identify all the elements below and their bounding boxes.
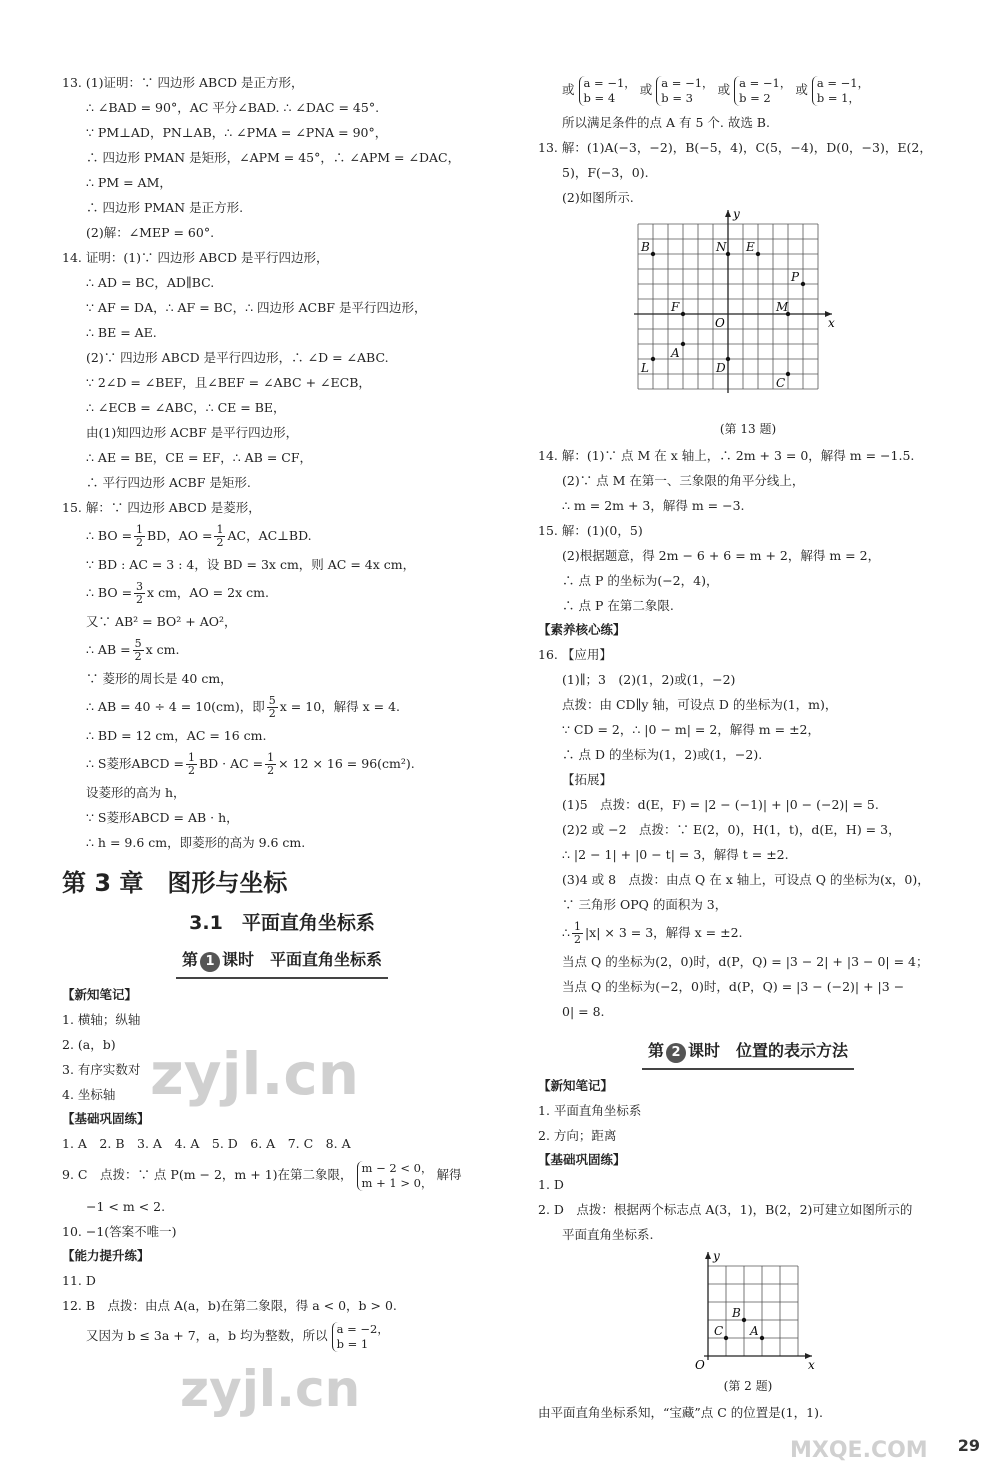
figure-13 <box>538 207 958 439</box>
y-axis-arrow <box>725 210 731 217</box>
x-axis-label: x <box>808 1358 815 1372</box>
point-F <box>681 312 685 316</box>
p14-line: ∵ 2∠D = ∠BEF，且∠BEF = ∠ABC + ∠ECB， <box>86 375 371 390</box>
p15-line: ∴ BO = $\frac{3}{2}$ x cm，AO = 2x cm. <box>86 580 269 606</box>
problem-14 <box>62 245 502 495</box>
p13-line: ∴ 四边形 PMAN 是正方形. <box>86 200 244 215</box>
p15-line: ∴ 点 P 在第二象限. <box>562 598 674 613</box>
p13-line: 13. (1)证明：∵ 四边形 ABCD 是正方形， <box>62 75 304 90</box>
lesson-number-badge: 2 <box>666 1043 686 1063</box>
p15-line: ∴ BO = $\frac{1}{2}$ BD，AO = $\frac{1}{2}$ AC，AC⊥BD. <box>86 523 312 549</box>
p14-line: ∴ BE = AE. <box>86 325 157 340</box>
right-column <box>538 70 958 1425</box>
p16-line: ∴ $\frac{1}{2}$ |x| × 3 = 3，解得 x = ±2. <box>562 920 743 946</box>
p16-line: 0| = 8. <box>562 1004 605 1019</box>
p16-line: ∵ CD = 2，∴ |0 − m| = 2，解得 m = ±2， <box>562 722 821 737</box>
basic-heading: 【基础巩固练】 <box>538 1152 626 1167</box>
fraction: $\frac{1}{2}$ <box>573 920 581 946</box>
fraction: $\frac{1}{2}$ <box>216 523 224 549</box>
fraction: $\frac{1}{2}$ <box>187 751 195 777</box>
equation-system: a = −2， b = 1 <box>332 1322 389 1352</box>
p15-line: ∵ BD : AC = 3 : 4，设 BD = 3x cm，则 AC = 4x cm， <box>86 557 416 572</box>
page-number: 29 <box>957 1436 980 1455</box>
point-label-D: D <box>716 361 726 375</box>
p16-line: (1)∥；3 (2)(1，2)或(1，−2) <box>562 672 736 687</box>
basic-line: 10. −1(答案不唯一) <box>62 1224 177 1239</box>
p14-line: 14. 证明：(1)∵ 四边形 ABCD 是平行四边形， <box>62 250 329 265</box>
basic-heading: 【基础巩固练】 <box>62 1111 150 1126</box>
basic-line: 2. D 点拨：根据两个标志点 A(3，1)，B(2，2)可建立如图所示的 <box>538 1202 913 1217</box>
watermark: zyjl.cn <box>180 1360 361 1418</box>
point-label-C: C <box>714 1324 724 1338</box>
p15-line: ∴ AB = $\frac{5}{2}$ x cm. <box>86 637 180 663</box>
point-label-C: C <box>776 376 786 390</box>
p14-line: ∴ 平行四边形 ACBF 是矩形. <box>86 475 251 490</box>
lesson-title: 第 1 课时 平面直角坐标系 <box>62 943 502 979</box>
p13-line: ∵ PM⊥AD，PN⊥AB，∴ ∠PMA = ∠PNA = 90°， <box>86 125 388 140</box>
p14-line: (2)∵ 四边形 ABCD 是平行四边形，∴ ∠D = ∠ABC. <box>86 350 389 365</box>
point-label-A: A <box>671 346 680 360</box>
p13-line: (2)如图所示. <box>562 190 634 205</box>
equation-system: a = −1， b = 2 <box>734 76 791 106</box>
note-item: 1. 平面直角坐标系 <box>538 1103 642 1118</box>
fraction: $\frac{1}{2}$ <box>267 751 275 777</box>
note-item: 3. 有序实数对 <box>62 1062 141 1077</box>
basic-line: 1. D <box>538 1177 564 1192</box>
point-P <box>801 282 805 286</box>
inequality-system: m − 2 < 0， m + 1 > 0， <box>357 1161 433 1191</box>
figure-2 <box>538 1251 958 1396</box>
point-C <box>786 372 790 376</box>
y-axis-arrow <box>705 1252 711 1259</box>
equation-system: a = −1， b = 1， <box>812 76 869 106</box>
point-label-B: B <box>641 240 650 254</box>
p16-line: ∵ 三角形 OPQ 的面积为 3， <box>562 897 728 912</box>
basic-line: 9. C 点拨：∵ 点 P(m − 2，m + 1)在第二象限， m − 2 < 0， m + 1 > 0， 解得 <box>62 1160 462 1190</box>
watermark: zyjl.cn <box>150 1040 360 1108</box>
fraction: $\frac{5}{2}$ <box>268 694 276 720</box>
point-label-L: L <box>641 361 649 375</box>
point-label-B: B <box>732 1306 741 1320</box>
y-axis-label: y <box>713 1249 720 1263</box>
figure-caption: (第 2 题) <box>723 1379 773 1393</box>
coordinate-grid-13 <box>633 207 863 419</box>
p13-line: 13. 解：(1)A(−3，−2)，B(−5，4)，C(5，−4)，D(0，−3)，E(2， <box>538 140 932 155</box>
point-D <box>726 357 730 361</box>
basic-line: 由平面直角坐标系知，“宝藏”点 C 的位置是(1，1). <box>538 1405 823 1420</box>
coordinate-grid-2 <box>683 1251 813 1376</box>
basic-line: 1. A 2. B 3. A 4. A 5. D 6. A 7. C 8. A <box>62 1136 351 1151</box>
p15-line: ∴ h = 9.6 cm，即菱形的高为 9.6 cm. <box>86 835 306 850</box>
problem-13 <box>62 70 502 245</box>
p14-line: ∵ AF = DA，∴ AF = BC，∴ 四边形 ACBF 是平行四边形， <box>86 300 427 315</box>
p14-line: ∴ AD = BC，AD∥BC. <box>86 275 215 290</box>
options-line: 或 a = −1， b = 4 或 a = −1， b = 3 或 a = −1， b = 2 或 a = −1， b = 1， <box>562 75 870 105</box>
p16-line: 当点 Q 的坐标为(2，0)时，d(P，Q) = |3 − 2| + |3 − 0| = 4； <box>562 954 929 969</box>
p16-line: (2)2 或 −2 点拨：∵ E(2，0)，H(1，t)，d(E，H) = 3， <box>562 822 901 837</box>
point-E <box>756 252 760 256</box>
note-item: 2. (a，b) <box>62 1037 116 1052</box>
note-item: 2. 方向；距离 <box>538 1128 617 1143</box>
equation-system: a = −1， b = 3 <box>656 76 713 106</box>
origin-label: O <box>695 1358 705 1372</box>
point-label-F: F <box>671 300 680 314</box>
figure-caption: (第 13 题) <box>719 422 777 436</box>
p15-line: ∴ S菱形ABCD = $\frac{1}{2}$ BD · AC = $\frac{1}{2}$ × 12 × 16 = 96(cm²). <box>86 751 415 777</box>
basic-line: −1 < m < 2. <box>86 1199 166 1214</box>
core-heading: 【素养核心练】 <box>538 622 626 637</box>
p15-line: ∴ BD = 12 cm，AC = 16 cm. <box>86 728 267 743</box>
point-label-P: P <box>791 270 800 284</box>
equation-system: a = −1， b = 4 <box>579 76 636 106</box>
point-A <box>760 1336 764 1340</box>
point-B <box>651 252 655 256</box>
left-column <box>62 70 502 1354</box>
p13-line: ∴ PM = AM， <box>86 175 172 190</box>
ability-heading: 【能力提升练】 <box>62 1248 150 1263</box>
p16-line: 【拓展】 <box>562 772 613 787</box>
p15-line: ∴ AB = 40 ÷ 4 = 10(cm)，即 $\frac{5}{2}$ x = 10，解得 x = 4. <box>86 694 401 720</box>
notes-heading: 【新知笔记】 <box>538 1078 614 1093</box>
ability-line: 12. B 点拨：由点 A(a，b)在第二象限，得 a < 0，b > 0. <box>62 1298 397 1313</box>
p13-line: ∴ 四边形 PMAN 是矩形，∠APM = 45°，∴ ∠APM = ∠DAC， <box>86 150 461 165</box>
answer-line: 所以满足条件的点 A 有 5 个. 故选 B. <box>562 115 770 130</box>
problem-15 <box>62 495 502 855</box>
p14-line: (2)∵ 点 M 在第一、三象限的角平分线上， <box>562 473 805 488</box>
p14-line: 14. 解：(1)∵ 点 M 在 x 轴上，∴ 2m + 3 = 0，解得 m = −1.5. <box>538 448 915 463</box>
p16-line: (3)4 或 8 点拨：由点 Q 在 x 轴上，可设点 Q 的坐标为(x，0)， <box>562 872 930 887</box>
p15-line: ∴ 点 P 的坐标为(−2，4)， <box>562 573 719 588</box>
y-axis-label: y <box>733 207 740 221</box>
lesson-title: 第 2 课时 位置的表示方法 <box>538 1034 958 1070</box>
p13-line: (2)解：∠MEP = 60°. <box>86 225 215 240</box>
p16-line: 点拨：由 CD∥y 轴，可设点 D 的坐标为(1，m)， <box>562 697 838 712</box>
p16-line: 当点 Q 的坐标为(−2，0)时，d(P，Q) = |3 − (−2)| + |3 − <box>562 979 905 994</box>
fraction: $\frac{1}{2}$ <box>136 523 144 549</box>
section-title: 3.1 平面直角坐标系 <box>189 912 375 934</box>
point-A <box>681 342 685 346</box>
p15-line: 设菱形的高为 h， <box>86 785 186 800</box>
origin-label: O <box>715 316 725 330</box>
lesson-number-badge: 1 <box>200 952 220 972</box>
p15-line: 15. 解：∵ 四边形 ABCD 是菱形， <box>62 500 261 515</box>
p16-line: ∴ 点 D 的坐标为(1，2)或(1，−2). <box>562 747 763 762</box>
p13-line: ∴ ∠BAD = 90°，AC 平分∠BAD. ∴ ∠DAC = 45°. <box>86 100 380 115</box>
p15-line: 又∵ AB² = BO² + AO²， <box>86 614 237 629</box>
p13-line: 5)，F(−3，0). <box>562 165 649 180</box>
basic-line: 平面直角坐标系. <box>562 1227 654 1242</box>
notes-heading: 【新知笔记】 <box>62 987 138 1002</box>
p14-line: ∴ ∠ECB = ∠ABC，∴ CE = BE， <box>86 400 286 415</box>
p15-line: (2)根据题意，得 2m − 6 + 6 = m + 2，解得 m = 2， <box>562 548 881 563</box>
p14-line: 由(1)知四边形 ACBF 是平行四边形， <box>86 425 299 440</box>
chapter-title: 第 3 章 图形与坐标 <box>62 869 288 897</box>
p16-line: ∴ |2 − 1| + |0 − t| = 3，解得 t = ±2. <box>562 847 789 862</box>
x-axis-label: x <box>828 316 835 330</box>
fraction: $\frac{5}{2}$ <box>134 637 142 663</box>
p16-line: 16. 【应用】 <box>538 647 612 662</box>
ability-line: 11. D <box>62 1273 96 1288</box>
point-L <box>651 357 655 361</box>
watermark: MXQE.COM <box>790 1438 928 1463</box>
point-C <box>724 1336 728 1340</box>
ability-line: 又因为 b ≤ 3a + 7，a，b 均为整数，所以 a = −2， b = 1 <box>86 1321 389 1351</box>
p14-line: ∴ AE = BE，CE = EF，∴ AB = CF， <box>86 450 313 465</box>
point-label-N: N <box>716 240 727 254</box>
point-label-E: E <box>746 240 755 254</box>
p14-line: ∴ m = 2m + 3，解得 m = −3. <box>562 498 745 513</box>
note-item: 4. 坐标轴 <box>62 1087 116 1102</box>
p15-line: ∵ 菱形的周长是 40 cm， <box>86 671 233 686</box>
point-B <box>742 1318 746 1322</box>
point-label-A: A <box>750 1324 759 1338</box>
note-item: 1. 横轴；纵轴 <box>62 1012 141 1027</box>
p16-line: (1)5 点拨：d(E，F) = |2 − (−1)| + |0 − (−2)| = 5. <box>562 797 879 812</box>
p15-line: 15. 解：(1)(0，5) <box>538 523 643 538</box>
fraction: $\frac{3}{2}$ <box>136 580 144 606</box>
point-label-M: M <box>776 300 789 314</box>
p15-line: ∵ S菱形ABCD = AB · h， <box>86 810 239 825</box>
